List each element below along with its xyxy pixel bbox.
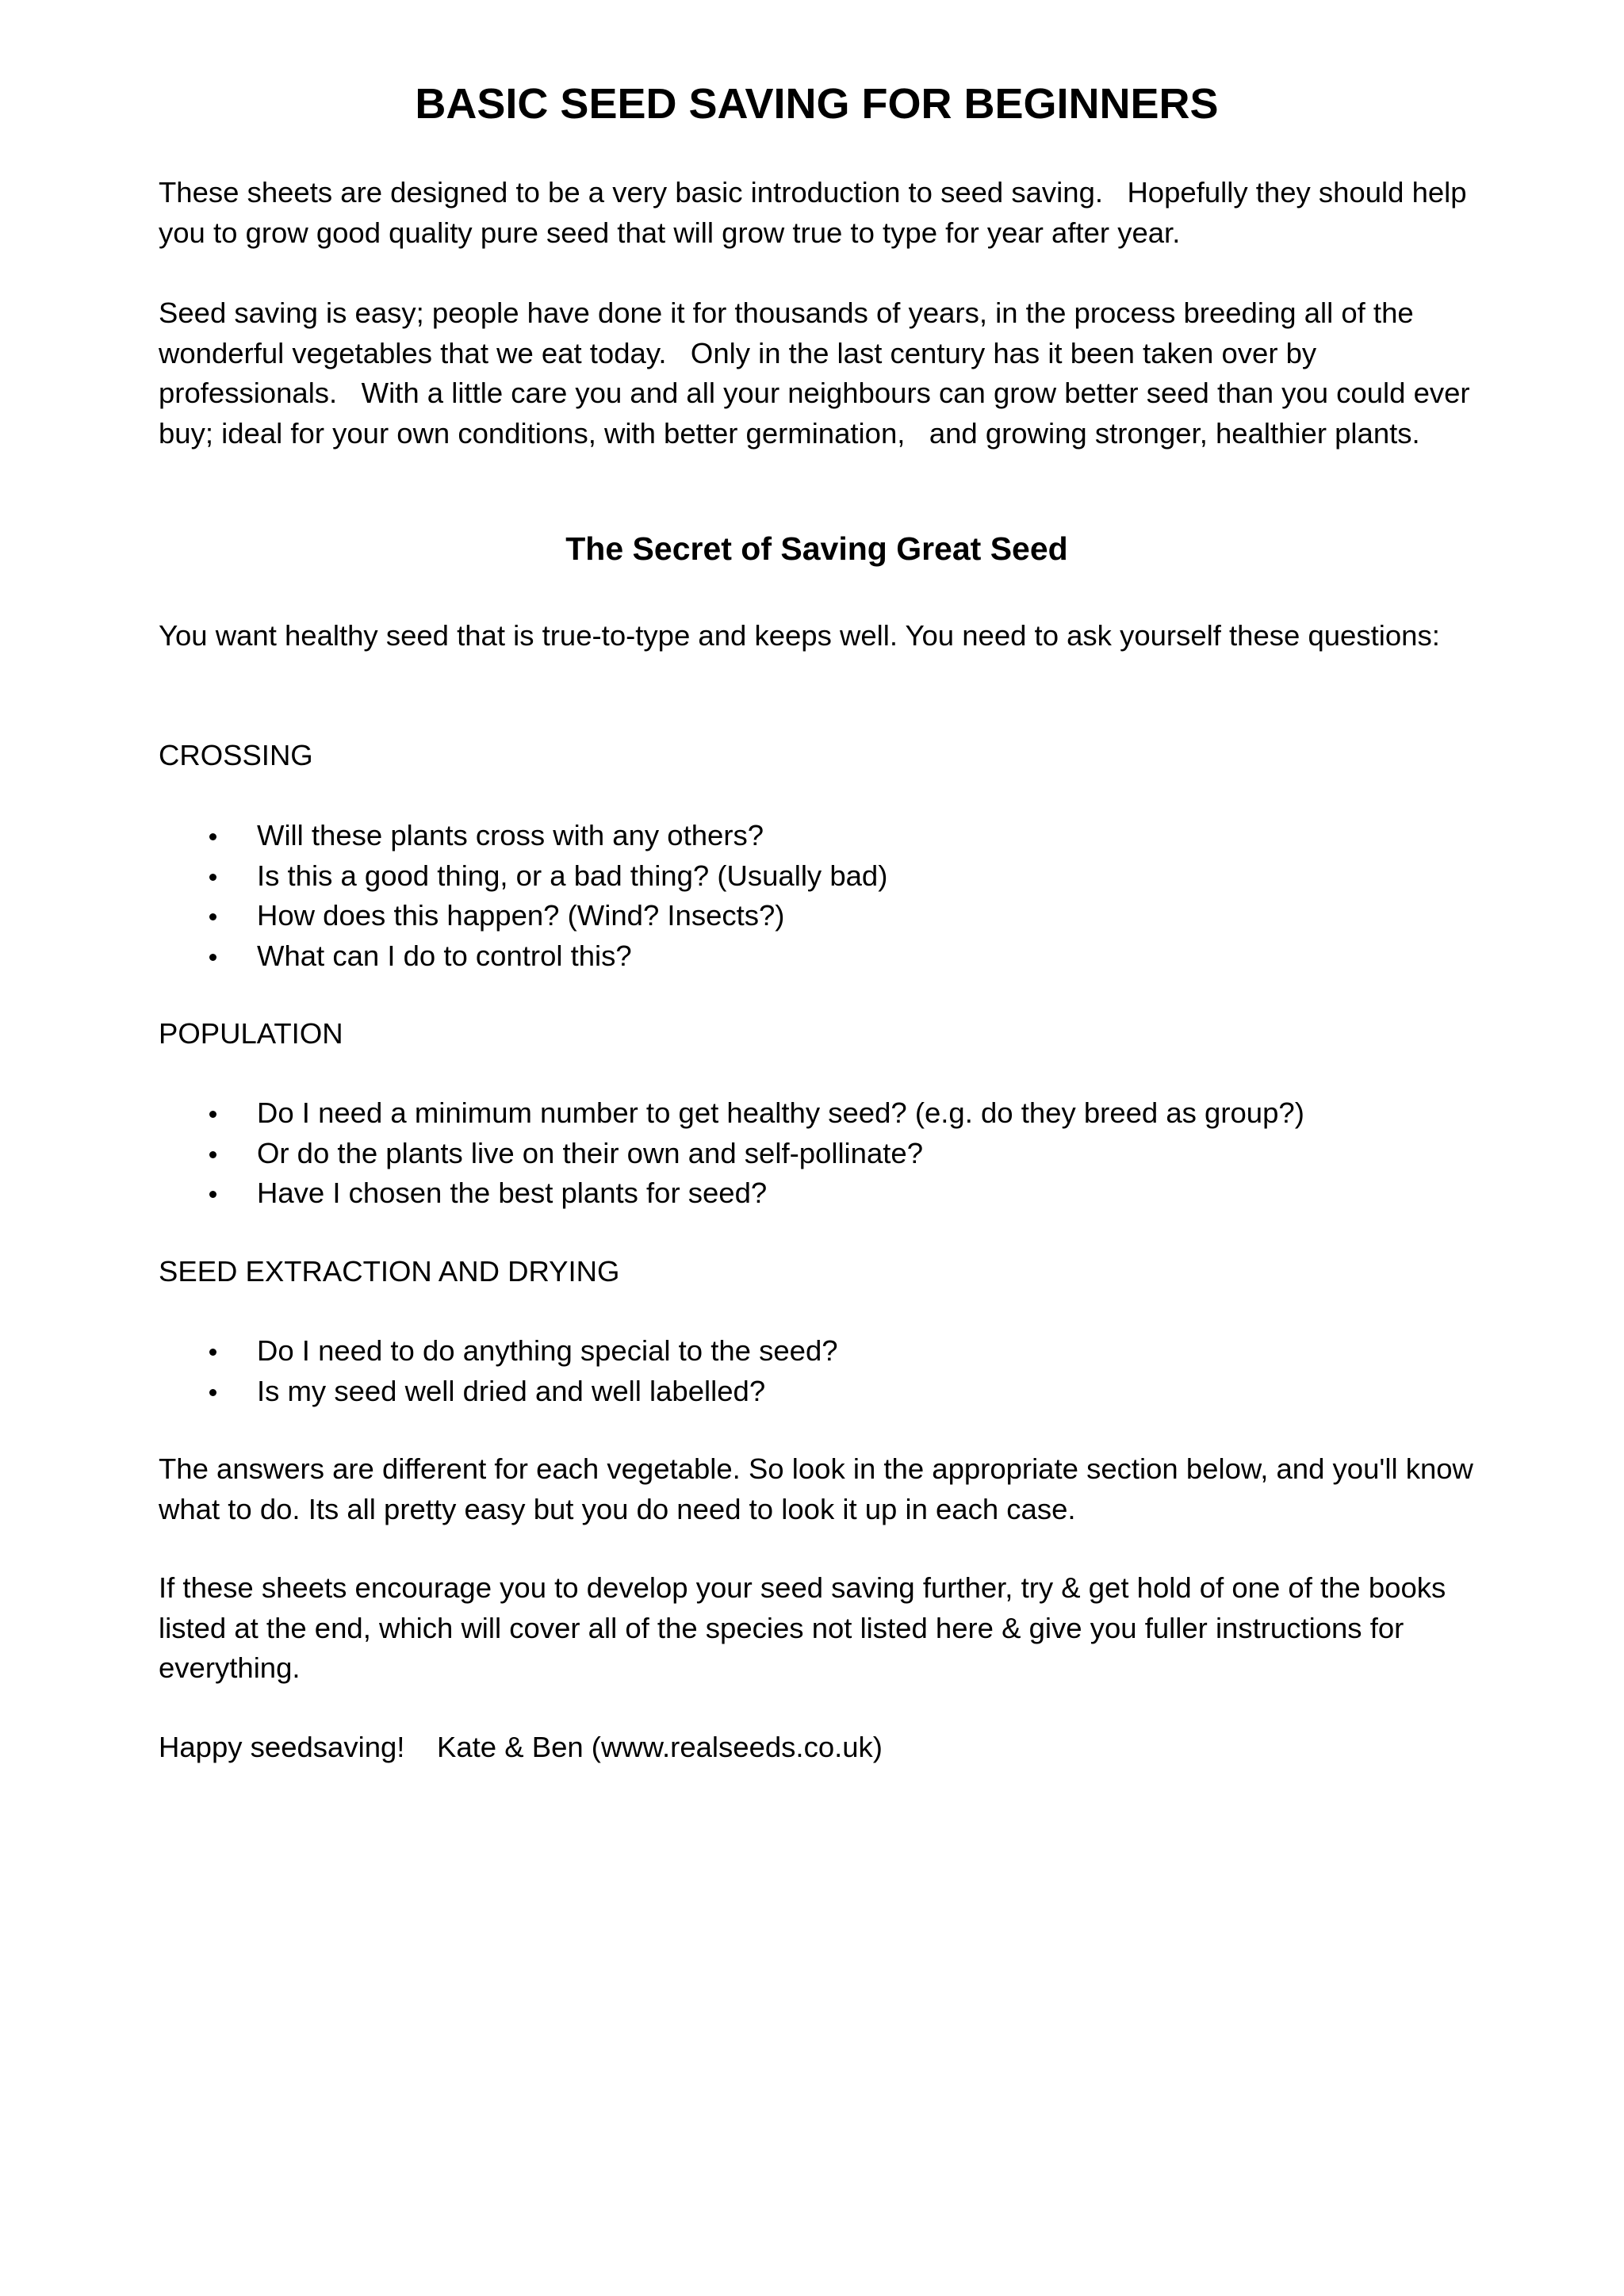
bullet-icon [209, 1389, 216, 1396]
population-heading: POPULATION [159, 1017, 343, 1050]
bullet-icon [209, 874, 216, 881]
seed-extraction-heading: SEED EXTRACTION AND DRYING [159, 1255, 620, 1288]
bullet-icon [209, 833, 216, 840]
population-list [159, 1093, 1491, 1214]
crossing-heading: CROSSING [159, 739, 313, 771]
closing-paragraph-1: The answers are different for each vegetable. So look in the appropriate section below, and you'll know what to do. Its all pretty easy but you do need to look it up in each case. [159, 1452, 1482, 1525]
list-item: Is my seed well dried and well labelled? [159, 1372, 1491, 1412]
bullet-icon [209, 1151, 216, 1158]
crossing-list [159, 816, 1491, 976]
list-item: What can I do to control this? [159, 936, 1491, 977]
bullet-icon [209, 913, 216, 920]
section-lead-paragraph: You want healthy seed that is true-to-type and keeps well. You need to ask yourself these questions: [159, 619, 1440, 652]
bullet-icon [209, 1349, 216, 1356]
signoff: Happy seedsaving! Kate & Ben (www.realseeds.co.uk) [159, 1731, 883, 1763]
section-heading: The Secret of Saving Great Seed [565, 530, 1068, 567]
bullet-icon [209, 954, 216, 961]
closing-paragraph-2: If these sheets encourage you to develop your seed saving further, try & get hold of one of the books listed at the end, which will cover all of the species not listed here & give you fuller instructions for everything. [159, 1571, 1454, 1684]
intro-paragraph-2: Seed saving is easy; people have done it for thousands of years, in the process breeding all of the wonderful vegetables that we eat today. Only in the last century has it been taken over by professionals. With a little care you and all your neighbours can grow better seed than you could ever buy; ideal for your own conditions, with better germination, and growing stronger, healthier plants. [159, 297, 1478, 450]
seed-extraction-list [159, 1331, 1491, 1411]
list-item: Or do the plants live on their own and self-pollinate? [159, 1134, 1491, 1174]
list-item: Do I need a minimum number to get healthy seed? (e.g. do they breed as group?) [159, 1093, 1491, 1134]
list-item: Do I need to do anything special to the seed? [159, 1331, 1491, 1372]
list-item: How does this happen? (Wind? Insects?) [159, 896, 1491, 936]
list-item: Will these plants cross with any others? [159, 816, 1491, 856]
intro-paragraph-1: These sheets are designed to be a very basic introduction to seed saving. Hopefully they should help you to grow good quality pure seed that will grow true to type for year after year. [159, 176, 1475, 249]
bullet-icon [209, 1191, 216, 1198]
list-item: Have I chosen the best plants for seed? [159, 1173, 1491, 1214]
page-title: BASIC SEED SAVING FOR BEGINNERS [415, 80, 1219, 128]
bullet-icon [209, 1111, 216, 1118]
list-item: Is this a good thing, or a bad thing? (Usually bad) [159, 856, 1491, 897]
